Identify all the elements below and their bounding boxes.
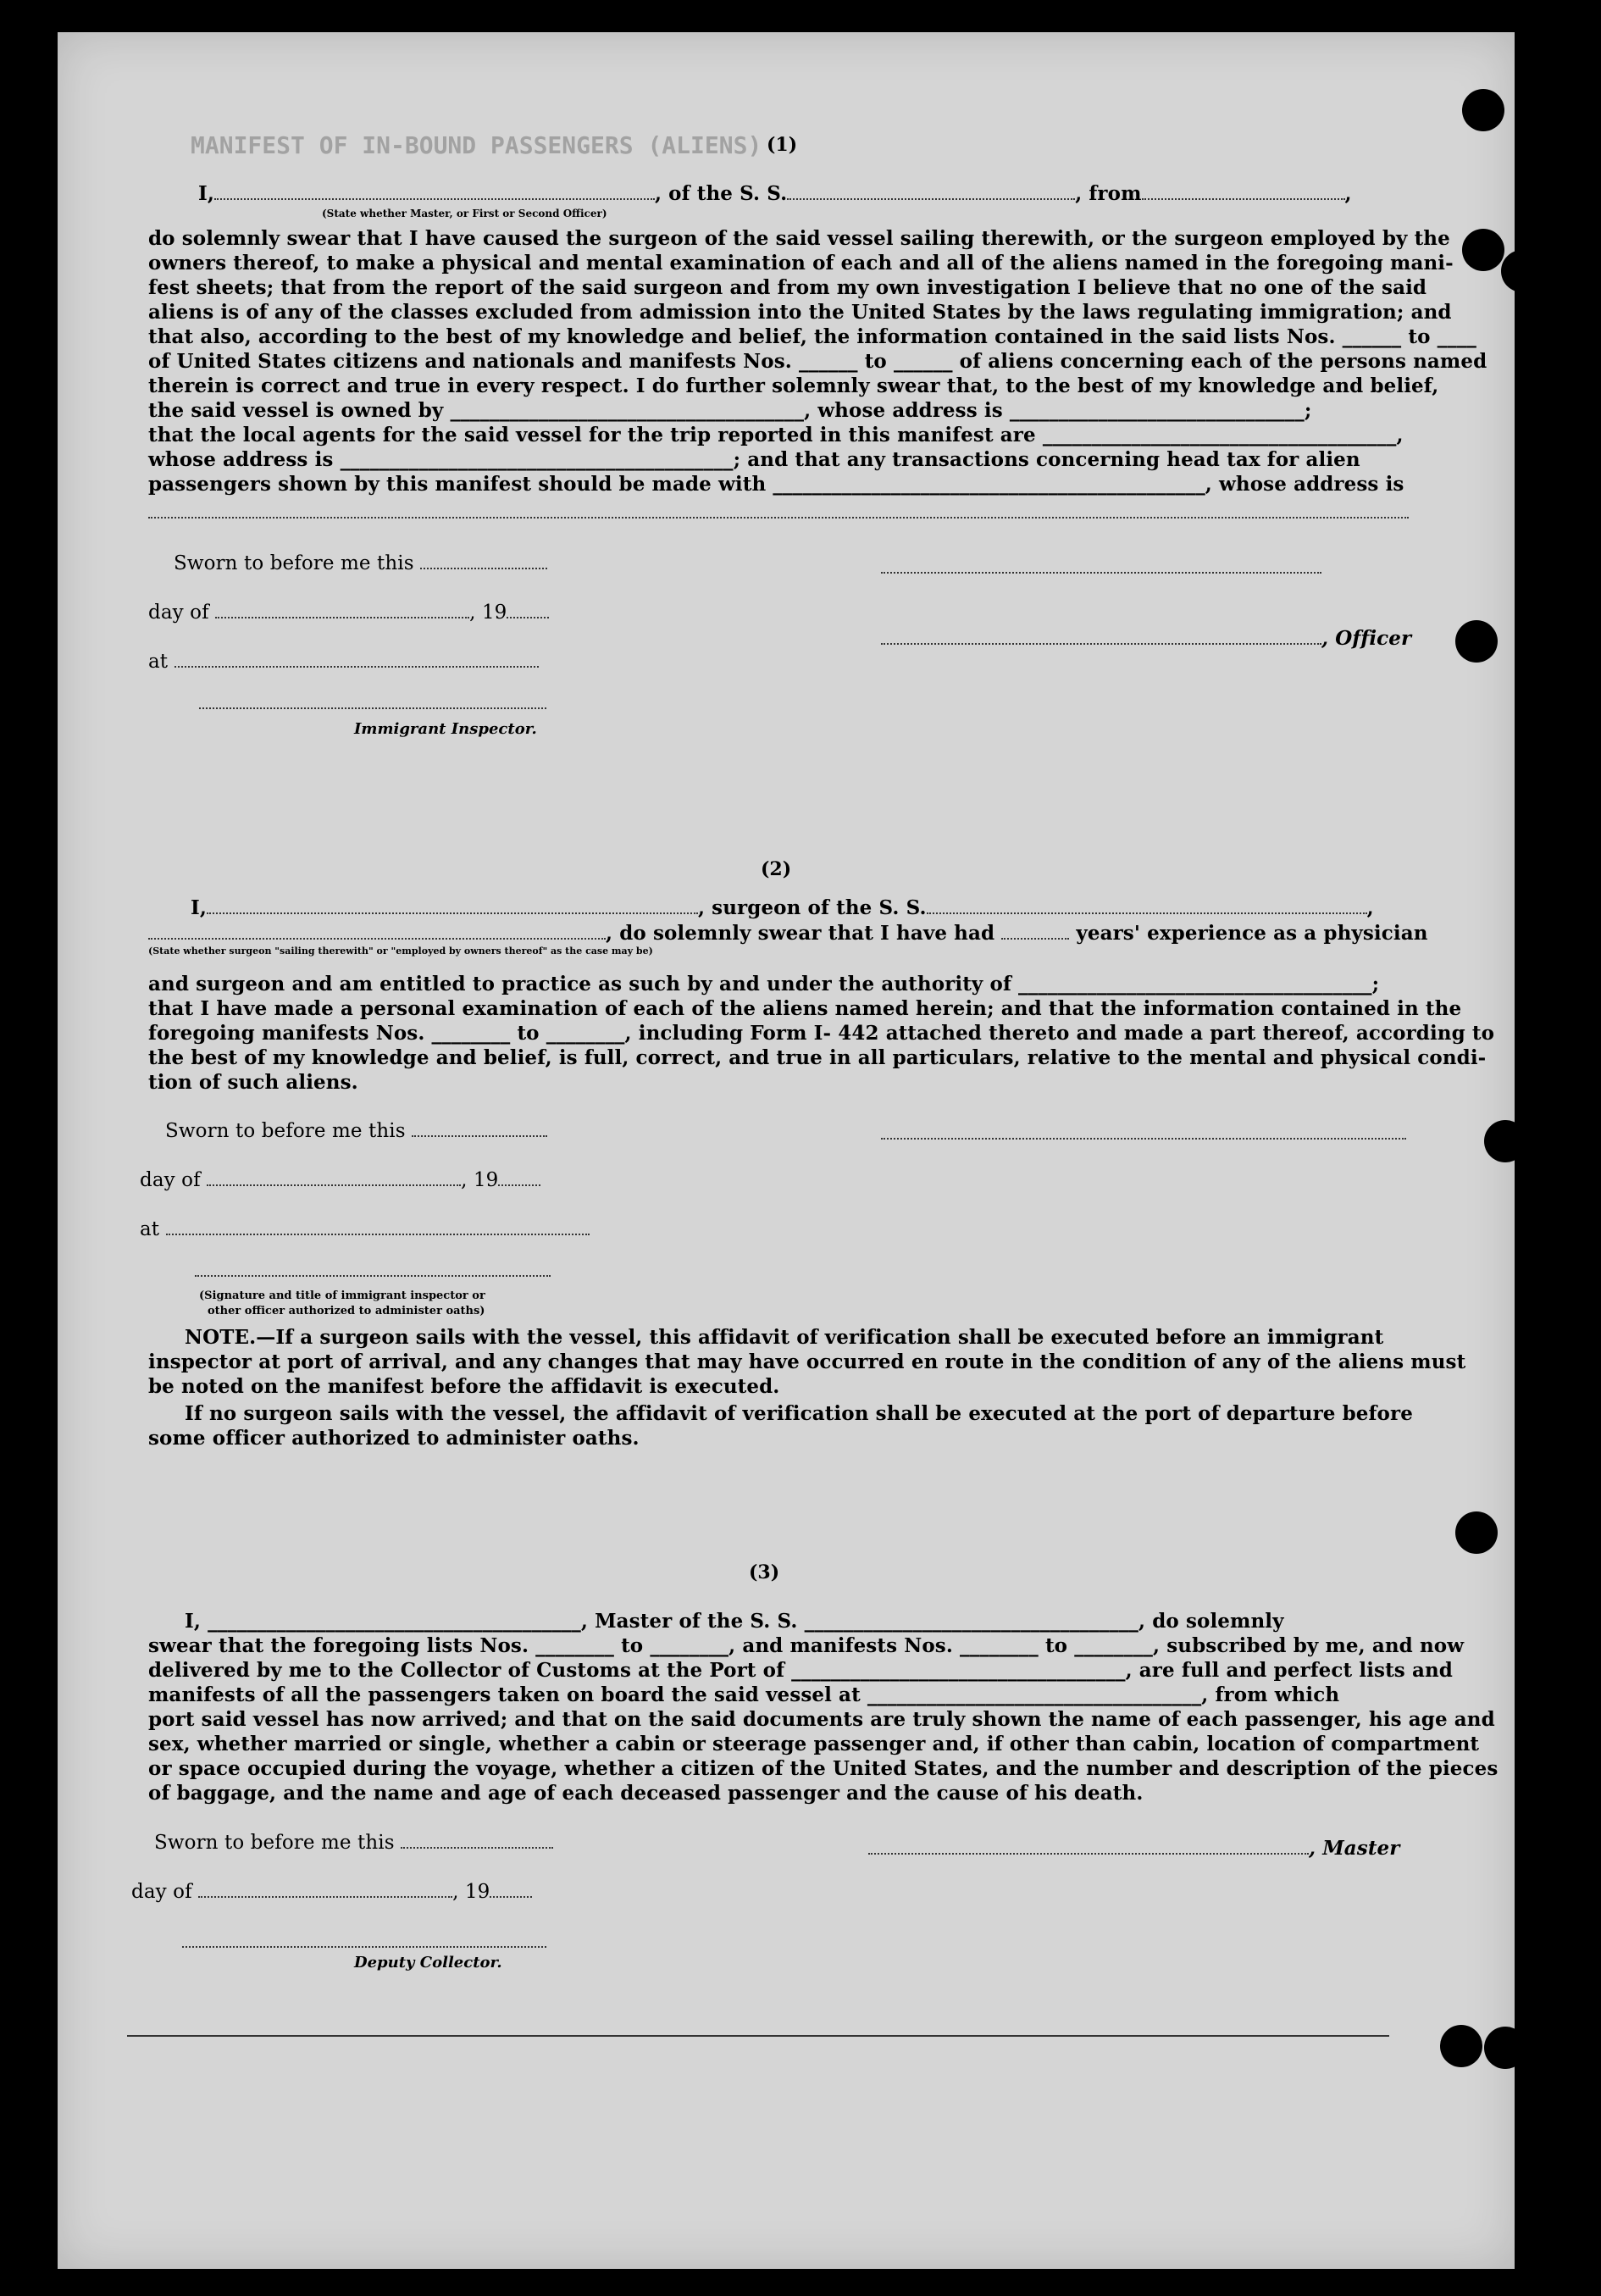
affidavit-1-sworn: Sworn to before me this [174, 552, 547, 574]
affidavit-3-sworn: Sworn to before me this [154, 1832, 553, 1854]
binder-hole [1462, 89, 1504, 131]
affidavit-2-day: day of , 19 [140, 1169, 540, 1191]
affidavit-1-inspector: Immigrant Inspector. [354, 720, 537, 738]
affidavit-1-opening: I, , of the S. S. , from , [198, 182, 1352, 205]
affidavit-2-sworn: Sworn to before me this [165, 1120, 547, 1142]
binder-hole [1501, 250, 1543, 292]
bottom-rule [127, 2035, 1389, 2037]
affidavit-2-sig-note-2: other officer authorized to administer oaths) [208, 1305, 485, 1317]
affidavit-3-day: day of , 19 [131, 1881, 532, 1903]
binder-hole [1455, 1511, 1498, 1554]
binder-hole [1484, 1120, 1526, 1162]
binder-hole [1462, 229, 1504, 271]
affidavit-1-officer: , Officer [881, 627, 1411, 650]
affidavit-1-state-note: (State whether Master, or First or Second Officer) [322, 208, 607, 219]
affidavit-2-sig-note-1: (Signature and title of immigrant inspector or [199, 1289, 485, 1302]
surgeon-signature-line [881, 1138, 1406, 1140]
affidavit-2-line1: I, , surgeon of the S. S. , [191, 896, 1374, 919]
binder-hole [1455, 620, 1498, 663]
bleed-through-stamp: MANIFEST OF IN-BOUND PASSENGERS (ALIENS) [191, 131, 762, 159]
affidavit-3-collector: Deputy Collector. [354, 1954, 502, 1972]
affidavit-1-at: at [148, 651, 539, 673]
affidavit-2-state-note: (State whether surgeon "sailing therewith" or "employed by owners thereof" as the case may be) [148, 946, 653, 957]
affidavit-1-day: day of , 19 [148, 602, 549, 624]
affidavit-1-long-line [148, 517, 1409, 519]
affidavit-2-at: at [140, 1218, 590, 1240]
officer-signature-line [881, 572, 1321, 574]
binder-hole [1440, 2025, 1482, 2067]
affidavit-2-number: (2) [761, 858, 792, 880]
collector-signature-line [182, 1946, 546, 1948]
binder-hole [1484, 2027, 1526, 2069]
affidavit-3-master: , Master [868, 1837, 1400, 1860]
affidavit-1-number: (1) [767, 134, 798, 156]
inspector-signature-line [199, 707, 546, 709]
inspector-2-signature-line [195, 1275, 551, 1277]
affidavit-2-line2: , do solemnly swear that I have had years' experience as a physician [148, 922, 1428, 945]
affidavit-3-number: (3) [749, 1561, 780, 1583]
